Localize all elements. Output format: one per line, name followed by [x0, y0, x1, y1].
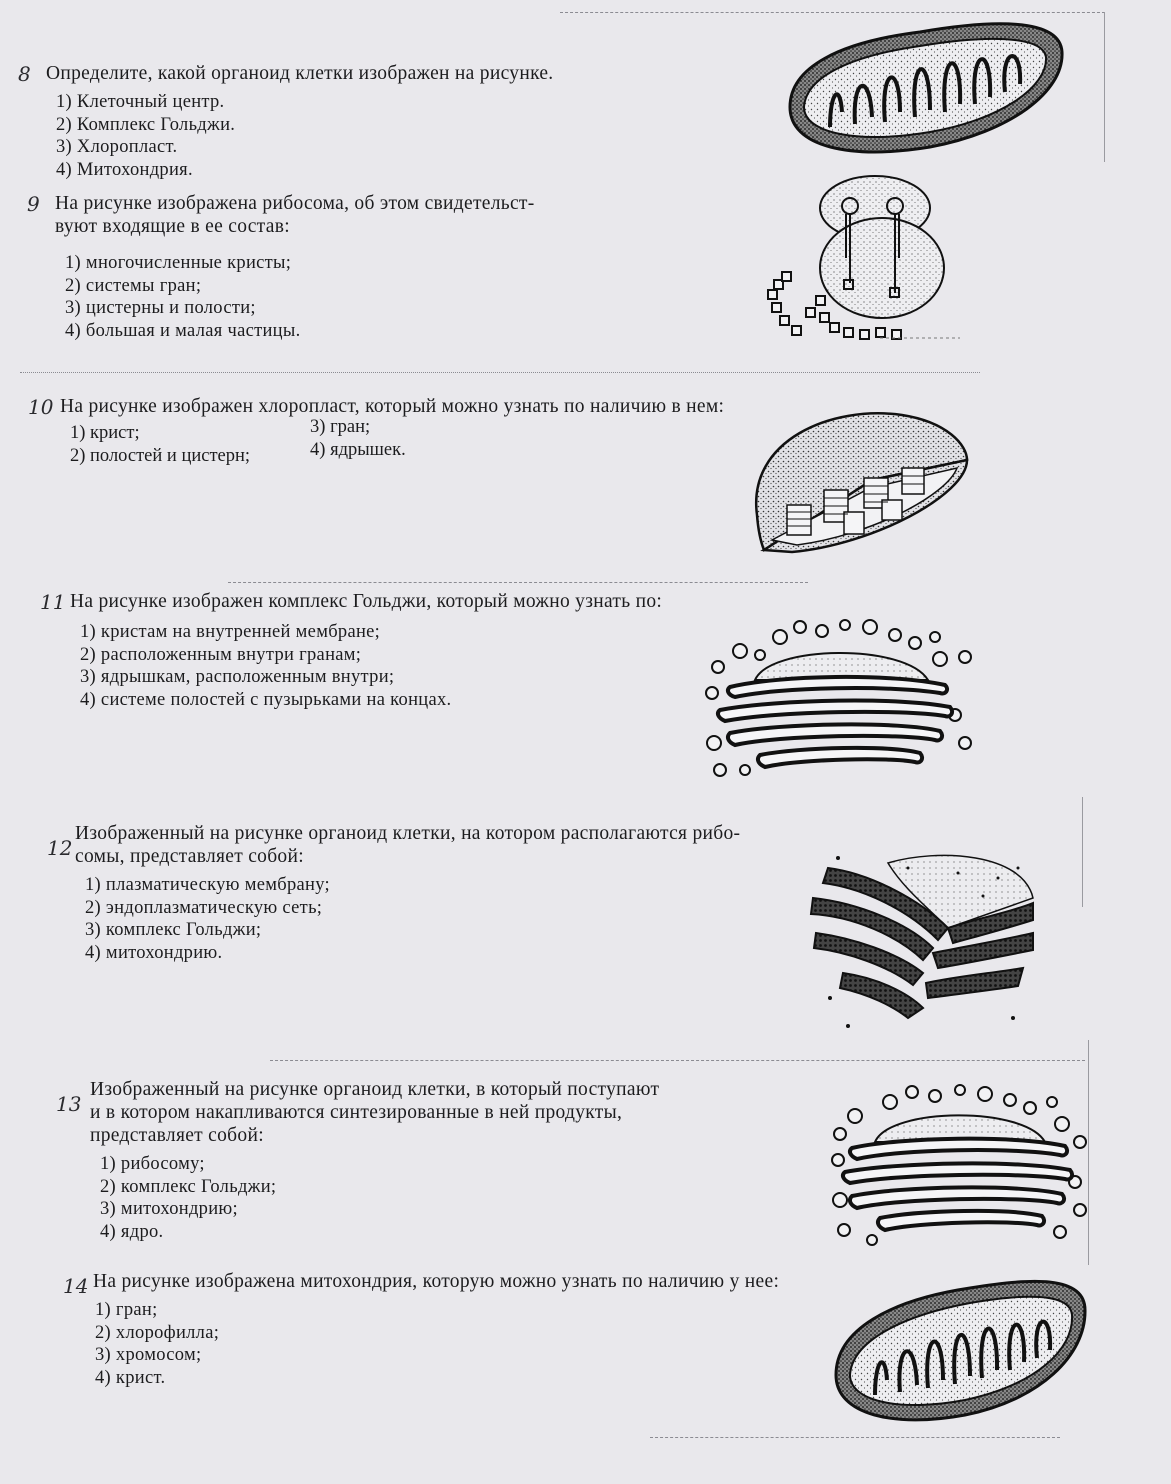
- question-stem-line: сомы, представляет собой:: [75, 846, 304, 867]
- question-stem-line: вуют входящие в ее состав:: [55, 216, 290, 237]
- answer-options: [65, 252, 675, 342]
- answer-option[interactable]: 2) Комплекс Гольджи.: [56, 114, 236, 135]
- ribosome-figure: [760, 168, 960, 343]
- answer-option[interactable]: 2) расположенным внутри гранам;: [80, 644, 362, 665]
- question-number: 9: [27, 192, 40, 216]
- question-number: 13: [56, 1092, 82, 1116]
- question-number: 11: [40, 590, 66, 614]
- question-11: [40, 590, 770, 711]
- question-stem: Определите, какой органоид клетки изображен на рисунке.: [46, 63, 554, 84]
- mitochondrion-figure: [830, 1270, 1090, 1430]
- answer-option[interactable]: 4) ядрышек.: [310, 439, 406, 460]
- question-stem: На рисунке изображен комплекс Гольджи, который можно узнать по:: [70, 591, 663, 612]
- endoplasmic-reticulum-figure: [808, 848, 1038, 1033]
- answer-option[interactable]: 3) Хлоропласт.: [56, 137, 178, 157]
- question-stem-line: Изображенный на рисунке органоид клетки, на котором располагаются рибо-: [75, 823, 741, 844]
- answer-option[interactable]: 1) крист;: [70, 423, 140, 443]
- question-8: [18, 62, 696, 181]
- answer-option[interactable]: 1) плазматическую мембрану;: [85, 875, 330, 895]
- question-number: 8: [18, 62, 31, 86]
- right-rule: [1104, 12, 1105, 162]
- answer-option[interactable]: 3) ядрышкам, расположенным внутри;: [80, 667, 395, 687]
- question-stem-line: На рисунке изображена рибосома, об этом свидетельст-: [55, 193, 535, 214]
- question-stem: На рисунке изображена митохондрия, которую можно узнать по наличию у нее:: [93, 1271, 780, 1292]
- golgi-complex-figure: [830, 1082, 1090, 1252]
- answer-option[interactable]: 1) рибосому;: [100, 1154, 205, 1174]
- answer-option[interactable]: 1) Клеточный центр.: [56, 92, 225, 112]
- answer-options: [56, 91, 696, 181]
- answer-option[interactable]: 3) митохондрию;: [100, 1199, 238, 1219]
- question-stem-line: Изображенный на рисунке органоид клетки, в который поступают: [90, 1079, 660, 1100]
- golgi-complex-figure: [700, 615, 985, 785]
- question-stem-line: представляет собой:: [90, 1125, 264, 1146]
- question-number: 10: [28, 395, 54, 419]
- divider-rule: [228, 582, 808, 583]
- answer-option[interactable]: 3) хромосом;: [95, 1345, 202, 1365]
- answer-option[interactable]: 1) гран;: [95, 1300, 158, 1320]
- answer-options: [80, 621, 770, 711]
- question-number: 12: [47, 836, 73, 860]
- answer-option[interactable]: 2) комплекс Гольджи;: [100, 1176, 277, 1197]
- question-12: [47, 822, 855, 964]
- answer-option[interactable]: 1) кристам на внутренней мембране;: [80, 622, 381, 642]
- answer-option[interactable]: 2) хлорофилла;: [95, 1322, 220, 1343]
- question-stem-line: и в котором накапливаются синтезированные в ней продукты,: [90, 1102, 623, 1123]
- answer-option[interactable]: 4) большая и малая частицы.: [65, 320, 301, 341]
- answer-option[interactable]: 3) гран;: [310, 417, 371, 437]
- bottom-rule: [650, 1437, 1060, 1438]
- answer-option[interactable]: 4) крист.: [95, 1367, 166, 1388]
- answer-option[interactable]: 3) комплекс Гольджи;: [85, 920, 262, 940]
- right-rule: [1082, 797, 1083, 907]
- answer-options: [85, 874, 855, 964]
- question-stem: На рисунке изображен хлоропласт, который можно узнать по наличию в нем:: [60, 396, 725, 417]
- question-14: [63, 1270, 913, 1389]
- answer-option[interactable]: 4) системе полостей с пузырьками на концах.: [80, 689, 452, 710]
- question-9: [27, 192, 675, 342]
- answer-option[interactable]: 4) Митохондрия.: [56, 159, 193, 180]
- answer-options: [100, 1153, 790, 1243]
- question-13: [56, 1078, 790, 1243]
- divider-rule: [270, 1060, 1085, 1061]
- answer-options: [95, 1299, 913, 1389]
- mitochondrion-figure: [780, 12, 1070, 162]
- question-number: 14: [63, 1274, 89, 1298]
- answer-option[interactable]: 4) ядро.: [100, 1221, 164, 1242]
- answer-option[interactable]: 2) полостей и цистерн;: [70, 445, 251, 466]
- answer-option[interactable]: 2) системы гран;: [65, 275, 202, 296]
- divider-rule: [20, 372, 980, 373]
- answer-option[interactable]: 2) эндоплазматическую сеть;: [85, 897, 323, 918]
- answer-option[interactable]: 3) цистерны и полости;: [65, 298, 256, 318]
- answer-option[interactable]: 1) многочисленные кристы;: [65, 253, 292, 273]
- answer-option[interactable]: 4) митохондрию.: [85, 942, 223, 963]
- chloroplast-figure: [752, 400, 972, 555]
